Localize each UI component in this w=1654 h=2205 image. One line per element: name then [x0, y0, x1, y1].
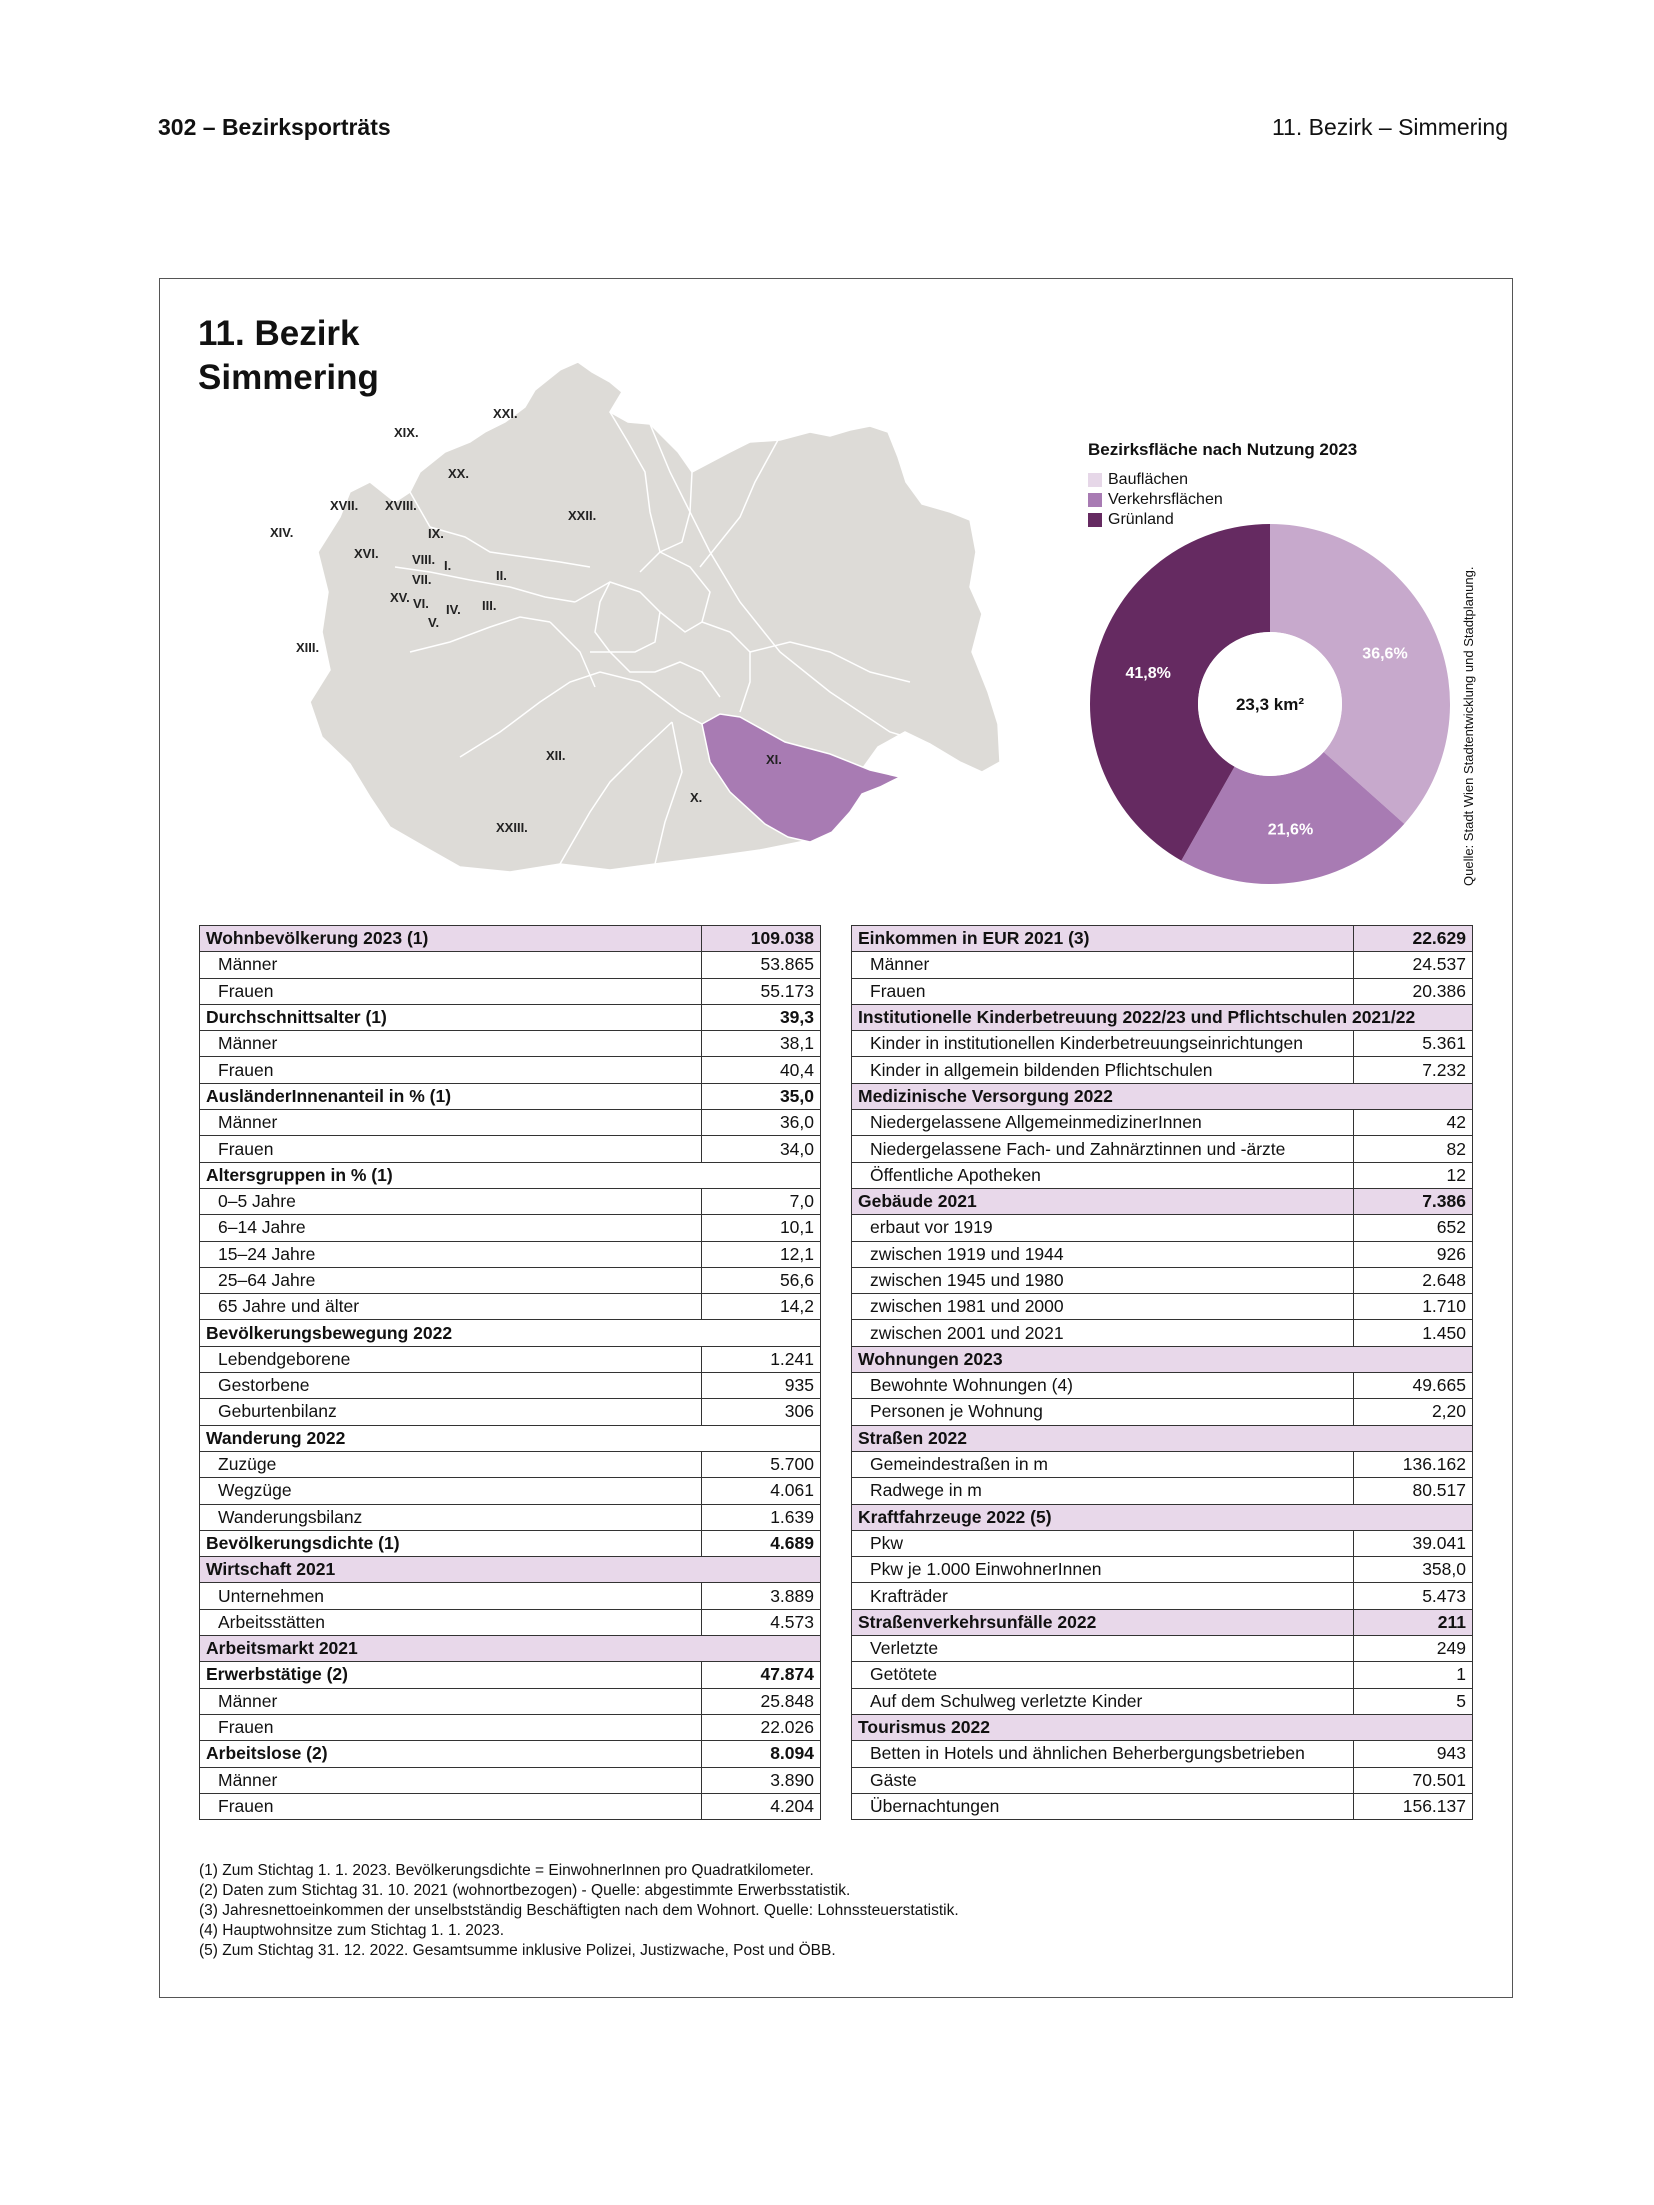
row-label: Männer: [200, 1767, 702, 1793]
row-label: Männer: [200, 952, 702, 978]
table-row: [852, 978, 1473, 1004]
row-label: 15–24 Jahre: [200, 1241, 702, 1267]
map-label-vii: VII.: [412, 572, 432, 587]
footnote: (3) Jahresnettoeinkommen der unselbstständig Beschäftigten nach dem Wohnort. Quelle: Lohnssteuerstatistik.: [199, 1902, 959, 1919]
row-label: Kinder in institutionellen Kinderbetreuungseinrichtungen: [852, 1031, 1354, 1057]
table-row: [852, 1399, 1473, 1425]
land-use-donut-chart: [1090, 520, 1450, 888]
row-label: Männer: [852, 952, 1354, 978]
row-value: 926: [1354, 1241, 1473, 1267]
row-label: zwischen 1981 und 2000: [852, 1294, 1354, 1320]
row-label: Wanderungsbilanz: [200, 1504, 702, 1530]
table-row: [852, 1425, 1473, 1451]
row-label: Gäste: [852, 1767, 1354, 1793]
table-row: [852, 1320, 1473, 1346]
table-row: [200, 1557, 821, 1583]
table-row: [200, 1530, 821, 1556]
row-value: 5: [1354, 1688, 1473, 1714]
row-value: 1.241: [702, 1346, 821, 1372]
row-value: 1: [1354, 1662, 1473, 1688]
row-value: 49.665: [1354, 1373, 1473, 1399]
footnote: (4) Hauptwohnsitze zum Stichtag 1. 1. 2023.: [199, 1922, 504, 1939]
row-value: 35,0: [702, 1083, 821, 1109]
table-row: [200, 1425, 821, 1451]
row-label: Wegzüge: [200, 1478, 702, 1504]
legend-swatch-bauflaechen: [1088, 473, 1102, 487]
table-row: [200, 1110, 821, 1136]
row-label: Kinder in allgemein bildenden Pflichtschulen: [852, 1057, 1354, 1083]
row-label: Zuzüge: [200, 1451, 702, 1477]
row-label: Frauen: [200, 1057, 702, 1083]
table-row: [200, 1609, 821, 1635]
row-value: 109.038: [702, 926, 821, 952]
row-value: 34,0: [702, 1136, 821, 1162]
map-label-xx: XX.: [448, 466, 469, 481]
legend-item-bauflaechen: [1088, 470, 1223, 490]
table-row: [200, 1057, 821, 1083]
legend-item-verkehrsflaechen: [1088, 490, 1223, 510]
row-value: 358,0: [1354, 1557, 1473, 1583]
row-label: 0–5 Jahre: [200, 1188, 702, 1214]
legend-label-gruenland: Grünland: [1108, 511, 1174, 528]
map-label-xiv: XIV.: [270, 525, 294, 540]
table-row: [200, 1504, 821, 1530]
row-value: 136.162: [1354, 1451, 1473, 1477]
row-label: Bevölkerungsdichte (1): [200, 1530, 702, 1556]
row-label: Getötete: [852, 1662, 1354, 1688]
map-label-xxi: XXI.: [493, 406, 518, 421]
row-value: 12: [1354, 1162, 1473, 1188]
map-label-xii: XII.: [546, 748, 566, 763]
row-label: Wanderung 2022: [200, 1425, 821, 1451]
row-value: 4.689: [702, 1530, 821, 1556]
legend-label-verkehrsflaechen: Verkehrsflächen: [1108, 491, 1223, 508]
row-label: Betten in Hotels und ähnlichen Beherbergungsbetrieben: [852, 1741, 1354, 1767]
map-label-xi: XI.: [766, 752, 782, 767]
row-label: Öffentliche Apotheken: [852, 1162, 1354, 1188]
row-label: Männer: [200, 1031, 702, 1057]
map-label-xiii: XIII.: [296, 640, 320, 655]
table-row: [200, 1267, 821, 1293]
table-row: [852, 1110, 1473, 1136]
table-row: [852, 1162, 1473, 1188]
donut-center-label: 23,3 km²: [1235, 695, 1305, 714]
row-value: 14,2: [702, 1294, 821, 1320]
table-row: [852, 1557, 1473, 1583]
row-label: Verletzte: [852, 1636, 1354, 1662]
table-row: [852, 1504, 1473, 1530]
map-label-xvii: XVII.: [330, 498, 359, 513]
row-value: 40,4: [702, 1057, 821, 1083]
table-row: [852, 1714, 1473, 1740]
table-row: [200, 1583, 821, 1609]
table-row: [852, 1057, 1473, 1083]
row-label: 6–14 Jahre: [200, 1215, 702, 1241]
table-row: [200, 1031, 821, 1057]
row-value: 2.648: [1354, 1267, 1473, 1293]
row-label: Kraftfahrzeuge 2022 (5): [852, 1504, 1473, 1530]
row-value: 3.889: [702, 1583, 821, 1609]
table-row: [200, 1136, 821, 1162]
row-value: 211: [1354, 1609, 1473, 1635]
row-value: 249: [1354, 1636, 1473, 1662]
row-label: zwischen 1945 und 1980: [852, 1267, 1354, 1293]
row-value: 22.026: [702, 1714, 821, 1740]
footnotes: [199, 1861, 959, 1961]
map-label-xxiii: XXIII.: [496, 820, 528, 835]
row-value: 10,1: [702, 1215, 821, 1241]
donut-value-label: 36,6%: [1362, 645, 1408, 663]
map-label-xvi: XVI.: [354, 546, 379, 561]
row-label: Niedergelassene AllgemeinmedizinerInnen: [852, 1110, 1354, 1136]
table-row: [200, 1004, 821, 1030]
table-row: [200, 1741, 821, 1767]
row-value: 70.501: [1354, 1767, 1473, 1793]
row-label: Gestorbene: [200, 1373, 702, 1399]
row-value: 39.041: [1354, 1530, 1473, 1556]
map-label-xxii: XXII.: [568, 508, 597, 523]
row-label: Frauen: [200, 1714, 702, 1740]
table-row: [852, 1767, 1473, 1793]
table-row: [200, 1688, 821, 1714]
row-value: 12,1: [702, 1241, 821, 1267]
row-label: Frauen: [852, 978, 1354, 1004]
row-value: 4.204: [702, 1793, 821, 1819]
row-label: Wohnungen 2023: [852, 1346, 1473, 1372]
row-label: Frauen: [200, 1136, 702, 1162]
row-value: 1.639: [702, 1504, 821, 1530]
row-value: 5.700: [702, 1451, 821, 1477]
table-row: [200, 1793, 821, 1819]
table-row: [852, 1188, 1473, 1214]
table-row: [852, 1267, 1473, 1293]
row-label: Pkw: [852, 1530, 1354, 1556]
stats-table-left: [199, 925, 821, 1820]
row-value: 22.629: [1354, 926, 1473, 952]
footnote: (5) Zum Stichtag 31. 12. 2022. Gesamtsumme inklusive Polizei, Justizwache, Post und ÖBB.: [199, 1942, 836, 1959]
table-row: [852, 1294, 1473, 1320]
footnote: (2) Daten zum Stichtag 31. 10. 2021 (wohnortbezogen) - Quelle: abgestimmte Erwerbsstatistik.: [199, 1882, 851, 1899]
district-title-line1: 11. Bezirk: [198, 314, 360, 353]
row-value: 1.450: [1354, 1320, 1473, 1346]
source-note: Quelle: Stadt Wien Stadtentwicklung und Stadtplanung.: [1461, 566, 1476, 886]
table-row: [200, 1767, 821, 1793]
row-label: Wohnbevölkerung 2023 (1): [200, 926, 702, 952]
row-value: 36,0: [702, 1110, 821, 1136]
table-row: [852, 1636, 1473, 1662]
row-label: zwischen 2001 und 2021: [852, 1320, 1354, 1346]
row-label: Tourismus 2022: [852, 1714, 1473, 1740]
row-label: Gemeindestraßen in m: [852, 1451, 1354, 1477]
row-value: 943: [1354, 1741, 1473, 1767]
table-row: [200, 926, 821, 952]
row-label: Auf dem Schulweg verletzte Kinder: [852, 1688, 1354, 1714]
row-label: AusländerInnenanteil in % (1): [200, 1083, 702, 1109]
row-value: 306: [702, 1399, 821, 1425]
table-row: [200, 1188, 821, 1214]
row-label: Frauen: [200, 978, 702, 1004]
chart-title: Bezirksfläche nach Nutzung 2023: [1088, 440, 1358, 459]
table-row: [200, 1714, 821, 1740]
table-row: [852, 1609, 1473, 1635]
table-row: [852, 952, 1473, 978]
table-row: [200, 1399, 821, 1425]
map-label-viii: VIII.: [412, 552, 436, 567]
table-row: [200, 1373, 821, 1399]
table-row: [852, 1478, 1473, 1504]
footnote: (1) Zum Stichtag 1. 1. 2023. Bevölkerungsdichte = EinwohnerInnen pro Quadratkilometer.: [199, 1862, 814, 1879]
table-row: [200, 1294, 821, 1320]
row-label: Frauen: [200, 1793, 702, 1819]
row-value: 7.386: [1354, 1188, 1473, 1214]
map-label-ix: IX.: [428, 526, 444, 541]
table-row: [852, 926, 1473, 952]
table-row: [852, 1083, 1473, 1109]
table-row: [852, 1031, 1473, 1057]
map-label-iii: III.: [482, 598, 497, 613]
map-label-iv: IV.: [446, 602, 461, 617]
table-row: [852, 1530, 1473, 1556]
row-label: Institutionelle Kinderbetreuung 2022/23 und Pflichtschulen 2021/22: [852, 1004, 1473, 1030]
row-label: Bewohnte Wohnungen (4): [852, 1373, 1354, 1399]
legend-swatch-verkehrsflaechen: [1088, 493, 1102, 507]
row-value: 25.848: [702, 1688, 821, 1714]
row-value: 80.517: [1354, 1478, 1473, 1504]
table-row: [852, 1004, 1473, 1030]
map-label-v: V.: [428, 615, 440, 630]
legend-label-bauflaechen: Bauflächen: [1108, 471, 1189, 488]
table-row: [200, 1636, 821, 1662]
row-label: Altersgruppen in % (1): [200, 1162, 821, 1188]
row-value: 39,3: [702, 1004, 821, 1030]
map-label-ii: II.: [496, 568, 507, 583]
row-label: Personen je Wohnung: [852, 1399, 1354, 1425]
row-label: Straßenverkehrsunfälle 2022: [852, 1609, 1354, 1635]
stats-table-right: [851, 925, 1473, 1820]
row-value: 7,0: [702, 1188, 821, 1214]
row-value: 24.537: [1354, 952, 1473, 978]
row-label: Übernachtungen: [852, 1793, 1354, 1819]
row-value: 5.361: [1354, 1031, 1473, 1057]
table-row: [200, 1162, 821, 1188]
row-label: Straßen 2022: [852, 1425, 1473, 1451]
row-label: erbaut vor 1919: [852, 1215, 1354, 1241]
row-label: Pkw je 1.000 EinwohnerInnen: [852, 1557, 1354, 1583]
row-value: 7.232: [1354, 1057, 1473, 1083]
row-label: zwischen 1919 und 1944: [852, 1241, 1354, 1267]
row-value: 4.061: [702, 1478, 821, 1504]
row-value: 1.710: [1354, 1294, 1473, 1320]
row-label: Durchschnittsalter (1): [200, 1004, 702, 1030]
map-label-xviii: XVIII.: [385, 498, 417, 513]
row-label: Medizinische Versorgung 2022: [852, 1083, 1473, 1109]
row-label: Bevölkerungsbewegung 2022: [200, 1320, 821, 1346]
row-label: Unternehmen: [200, 1583, 702, 1609]
row-label: Arbeitsstätten: [200, 1609, 702, 1635]
table-row: [200, 1241, 821, 1267]
row-label: Lebendgeborene: [200, 1346, 702, 1372]
donut-value-label: 41,8%: [1125, 664, 1171, 682]
row-value: 55.173: [702, 978, 821, 1004]
table-row: [852, 1741, 1473, 1767]
map-label-xv: XV.: [390, 590, 410, 605]
row-value: 47.874: [702, 1662, 821, 1688]
table-row: [852, 1583, 1473, 1609]
table-row: [200, 952, 821, 978]
map-label-vi: VI.: [413, 596, 429, 611]
row-label: Arbeitslose (2): [200, 1741, 702, 1767]
table-row: [200, 1451, 821, 1477]
table-row: [200, 1215, 821, 1241]
row-value: 4.573: [702, 1609, 821, 1635]
district-title-line2: Simmering: [198, 358, 379, 397]
row-value: 5.473: [1354, 1583, 1473, 1609]
row-label: 25–64 Jahre: [200, 1267, 702, 1293]
row-label: Arbeitsmarkt 2021: [200, 1636, 821, 1662]
row-label: Radwege in m: [852, 1478, 1354, 1504]
map-label-xix: XIX.: [394, 425, 419, 440]
table-row: [852, 1346, 1473, 1372]
row-label: 65 Jahre und älter: [200, 1294, 702, 1320]
row-label: Männer: [200, 1688, 702, 1714]
table-row: [852, 1451, 1473, 1477]
row-value: 2,20: [1354, 1399, 1473, 1425]
table-row: [200, 978, 821, 1004]
row-value: 652: [1354, 1215, 1473, 1241]
row-value: 56,6: [702, 1267, 821, 1293]
row-value: 3.890: [702, 1767, 821, 1793]
row-value: 38,1: [702, 1031, 821, 1057]
row-label: Gebäude 2021: [852, 1188, 1354, 1214]
row-label: Niedergelassene Fach- und Zahnärztinnen und -ärzte: [852, 1136, 1354, 1162]
table-row: [852, 1136, 1473, 1162]
table-row: [852, 1241, 1473, 1267]
table-row: [200, 1320, 821, 1346]
table-row: [852, 1793, 1473, 1819]
table-row: [200, 1083, 821, 1109]
table-row: [852, 1688, 1473, 1714]
table-row: [200, 1662, 821, 1688]
map-label-i: I.: [444, 558, 452, 573]
table-row: [852, 1373, 1473, 1399]
table-row: [852, 1215, 1473, 1241]
row-value: 42: [1354, 1110, 1473, 1136]
page-header-left: 302 – Bezirksporträts: [158, 114, 391, 140]
row-value: 53.865: [702, 952, 821, 978]
table-row: [852, 1662, 1473, 1688]
donut-value-label: 21,6%: [1267, 821, 1314, 839]
row-value: 156.137: [1354, 1793, 1473, 1819]
table-row: [200, 1478, 821, 1504]
row-value: 8.094: [702, 1741, 821, 1767]
page-header-right: 11. Bezirk – Simmering: [1271, 114, 1508, 140]
row-label: Wirtschaft 2021: [200, 1557, 821, 1583]
map-label-x: X.: [690, 790, 703, 805]
row-value: 20.386: [1354, 978, 1473, 1004]
table-row: [200, 1346, 821, 1372]
row-value: 935: [702, 1373, 821, 1399]
row-value: 82: [1354, 1136, 1473, 1162]
row-label: Geburtenbilanz: [200, 1399, 702, 1425]
row-label: Erwerbstätige (2): [200, 1662, 702, 1688]
row-label: Männer: [200, 1110, 702, 1136]
row-label: Einkommen in EUR 2021 (3): [852, 926, 1354, 952]
row-label: Krafträder: [852, 1583, 1354, 1609]
